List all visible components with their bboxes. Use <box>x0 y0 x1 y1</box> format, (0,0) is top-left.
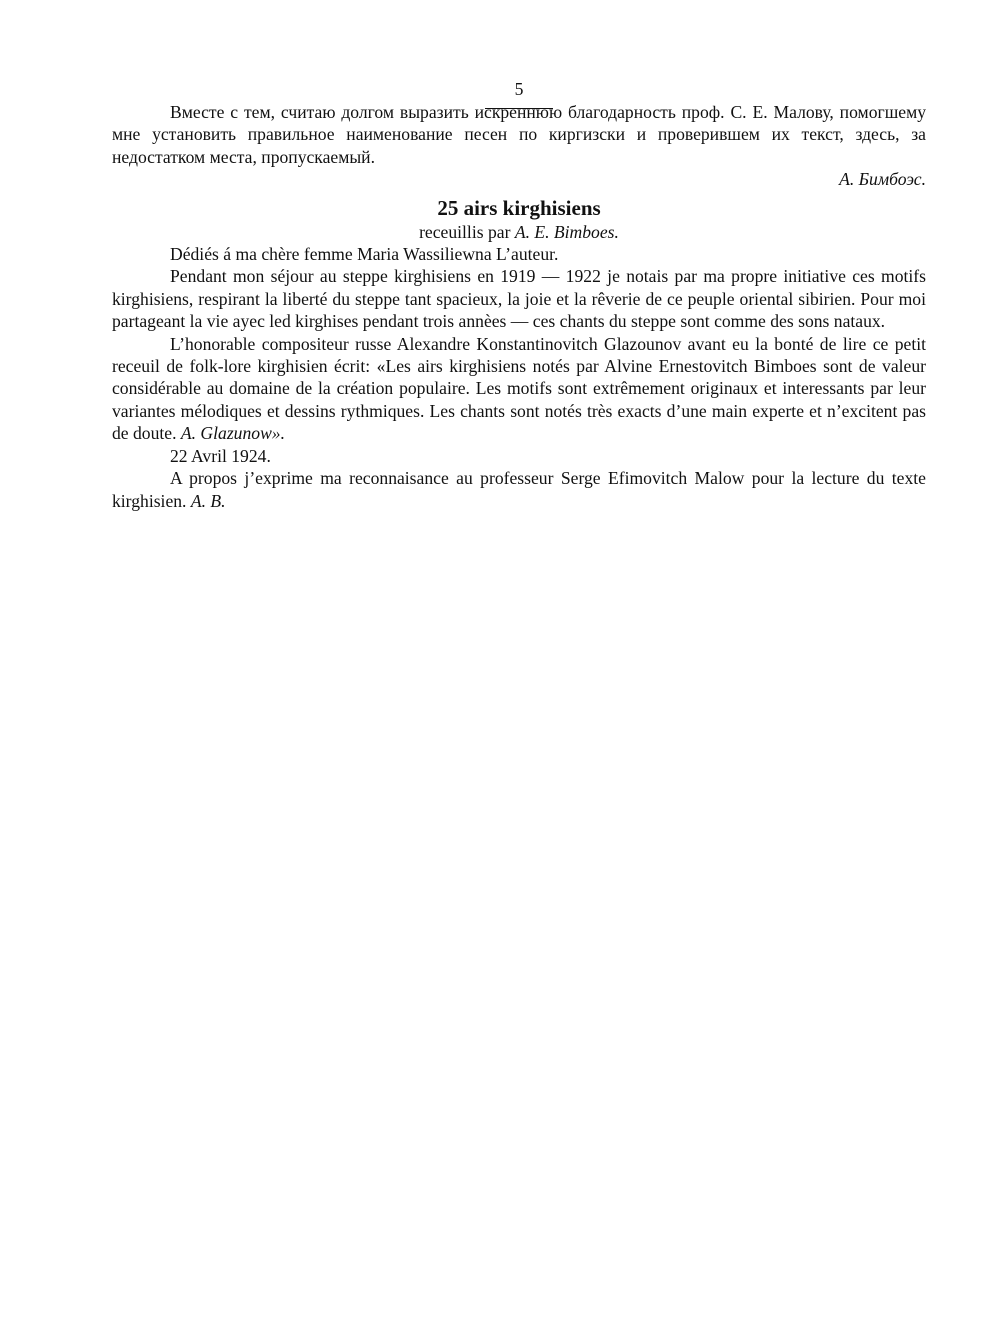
date-line: 22 Avril 1924. <box>170 445 271 466</box>
subtitle-author: A. E. Bimboes. <box>514 221 619 242</box>
glazounov-quote-text: L’honorable compositeur russe Alexandre Konstantinovitch Glazounov avant eu la bonté de lire ce petit receuil de folk-lore kirghisien écrit: «Les airs kirghisiens notés par Alvine Ernestovitch Bimboes sont de valeur considérable au domaine de la création populaire. Les motifs sont extrêmement originaux et interessants par leur variantes mélodiques et dessins rythmiques. Les chants sont notés très exacts d’une main experte et n’excitent pas de doute. <box>112 333 926 444</box>
initials-signature: A. B. <box>190 490 226 511</box>
russian-acknowledgement-paragraph: Вместе с тем, считаю долгом выразить искреннюю благодарность проф. С. Е. Малову, помогшему мне установить правильное наименование песен по киргизски и проверившем их текст, здесь, за недостатком места, пропускаемый. <box>112 102 926 167</box>
malow-acknowledgement-text: A propos j’exprime ma reconnaisance au professeur Serge Efimovitch Malow pour la lecture du texte kirghisien. <box>112 468 926 511</box>
paragraph-acknowledgement-malow <box>112 467 926 512</box>
subtitle-prefix: receuillis par <box>419 221 515 242</box>
separator-rule <box>485 108 553 109</box>
russian-signature: А. Бимбоэс. <box>839 169 926 190</box>
section-subtitle <box>112 221 926 243</box>
section-title: 25 airs kirghisiens <box>437 195 601 220</box>
glazounov-signature: A. Glazunow». <box>180 423 285 444</box>
dedication-line: Dédiés á ma chère femme Maria Wassiliewna L’auteur. <box>170 244 559 265</box>
paragraph-steppe-sojourn: Pendant mon séjour au steppe kirghisiens en 1919 — 1922 je notais par ma propre initiative ces motifs kirghisiens, respirant la liberté du steppe tant spacieux, la joie et la rêverie de ce peuple oriental sibirien. Pour moi partageant la vie ayec led kirghises pendant trois annèes — ces chants du steppe sont comme des sons nataux. <box>112 266 926 332</box>
document-page <box>112 78 926 512</box>
paragraph-glazounov-quote <box>112 333 926 445</box>
page-number: 5 <box>514 79 524 99</box>
